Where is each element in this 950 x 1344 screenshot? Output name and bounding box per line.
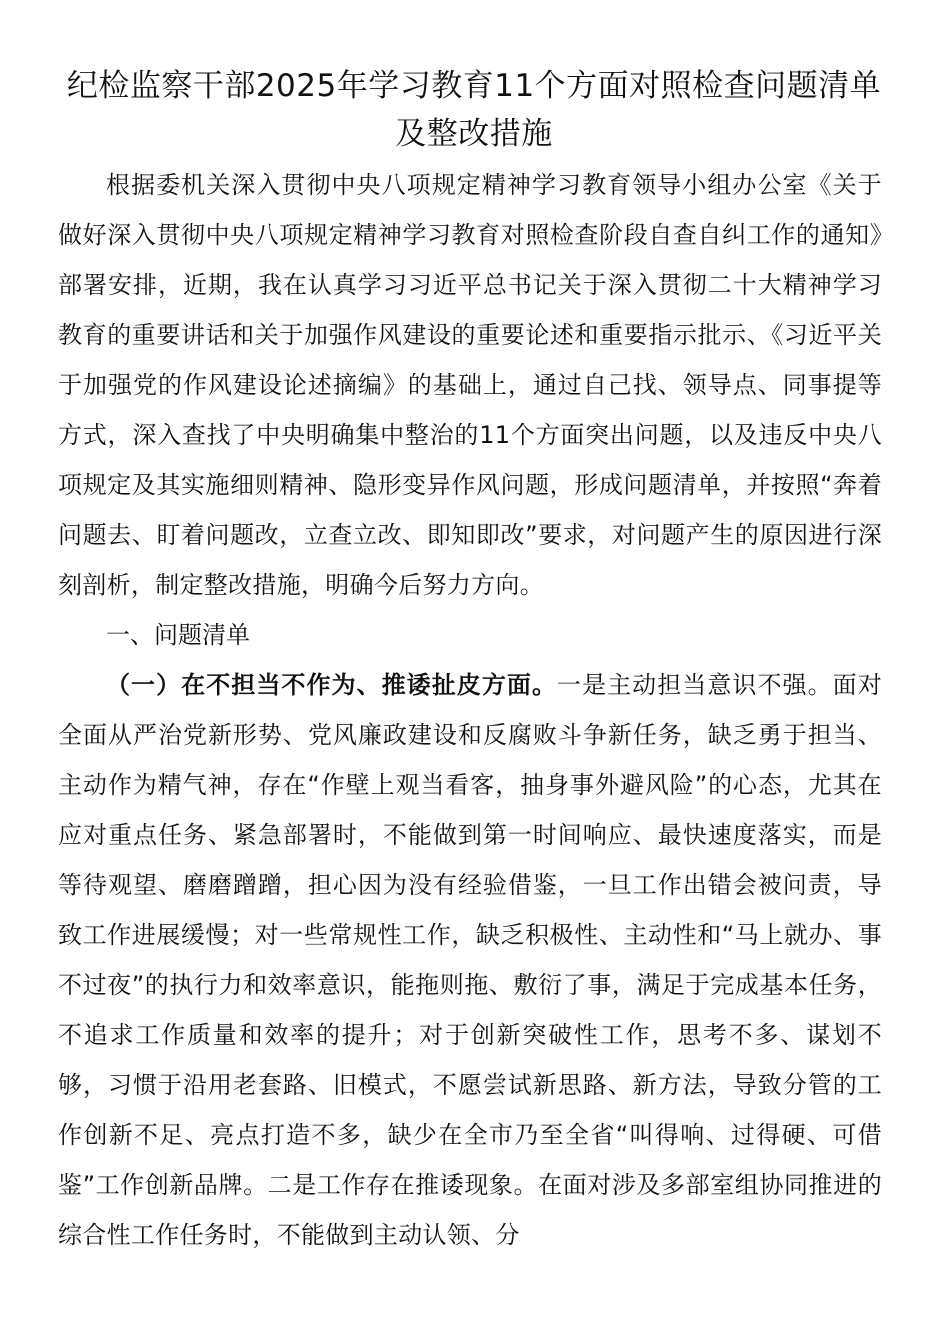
- section-heading: 一、问题清单: [106, 621, 250, 649]
- intro-paragraph: 根据委机关深入贯彻中央八项规定精神学习教育领导小组办公室《关于做好深入贯彻中央八项规定精神学习教育对照检查阶段自查自纠工作的通知》部署安排，近期，我在认真学习习近平总书记关于深入贯彻二十大精神学习教育的重要讲话和关于加强作风建设的重要论述和重要指示批示、《习近平关于加强党的作风建设论述摘编》的基础上，通过自己找、领导点、同事提等方式，深入查找了中央明确集中整治的11个方面突出问题，以及违反中央八项规定及其实施细则精神、隐形变异作风问题，形成问题清单，并按照“奔着问题去、盯着问题改，立查立改、即知即改”要求，对问题产生的原因进行深刻剖析，制定整改措施，明确今后努力方向。: [58, 171, 882, 599]
- item-body: 一是主动担当意识不强。面对全面从严治党新形势、党风廉政建设和反腐败斗争新任务，缺乏勇于担当、主动作为精气神，存在“作壁上观当看客，抽身事外避风险”的心态，尤其在应对重点任务、紧急部署时，不能做到第一时间响应、最快速度落实，而是等待观望、磨磨蹭蹭，担心因为没有经验借鉴，一旦工作出错会被问责，导致工作进展缓慢；对一些常规性工作，缺乏积极性、主动性和“马上就办、事不过夜”的执行力和效率意识，能拖则拖、敷衍了事，满足于完成基本任务，不追求工作质量和效率的提升；对于创新突破性工作，思考不多、谋划不够，习惯于沿用老套路、旧模式，不愿尝试新思路、新方法，导致分管的工作创新不足、亮点打造不多，缺少在全市乃至全省“叫得响、过得硬、可借鉴”工作创新品牌。二是工作存在推诿现象。在面对涉及多部室组协同推进的综合性工作任务时，不能做到主动认领、分: [58, 671, 882, 1249]
- document-title: 纪检监察干部2025年学习教育11个方面对照检查问题清单及整改措施: [66, 68, 882, 152]
- item-paragraph: [58, 660, 882, 1260]
- document-body: [58, 160, 882, 1260]
- item-heading: （一）在不担当不作为、推诿扯皮方面。: [106, 671, 558, 699]
